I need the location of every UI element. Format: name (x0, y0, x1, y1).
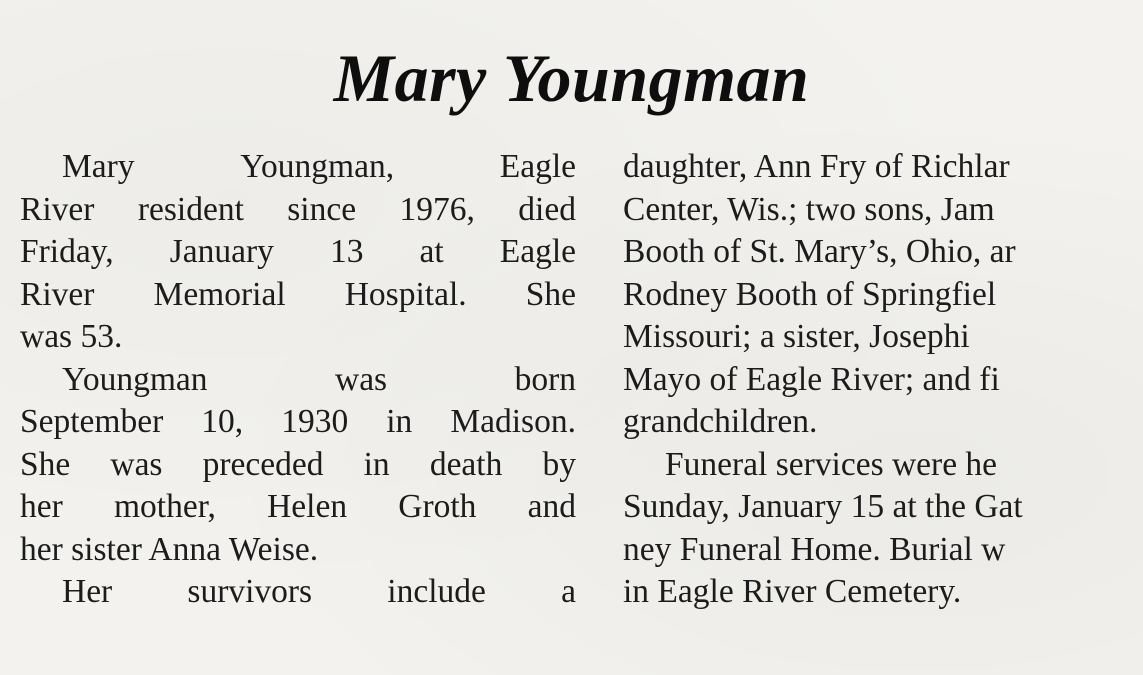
text-word: River (20, 190, 95, 228)
text-word: mother, (113, 488, 216, 525)
text-word: death (429, 445, 503, 483)
text-line (20, 401, 576, 444)
text-word: Madison. (450, 403, 576, 440)
text-word: was (110, 445, 163, 483)
text-line: Missouri; a sister, Josephi (623, 318, 970, 355)
text-word: was (335, 360, 388, 398)
text-line (20, 274, 576, 317)
text-word: and (527, 488, 576, 525)
text-word: Groth (398, 488, 477, 525)
text-word: Her (62, 573, 113, 610)
text-line (20, 359, 576, 402)
text-word: died (518, 190, 576, 228)
text-word: by (542, 445, 576, 483)
text-word: include (387, 573, 486, 610)
text-word: Youngman, (240, 148, 395, 185)
text-word: 1930 (281, 403, 349, 440)
text-word: River (20, 275, 95, 313)
text-word: resident (137, 190, 244, 228)
text-word: 13 (329, 233, 364, 270)
text-word: a (561, 573, 576, 610)
text-line (20, 444, 576, 487)
text-line (20, 146, 576, 189)
text-line: daughter, Ann Fry of Richlar (623, 148, 1010, 185)
obituary-right-column (623, 146, 1143, 614)
text-word: preceded (202, 445, 324, 483)
text-word: at (419, 233, 444, 270)
text-line (20, 529, 576, 572)
text-word: Memorial (153, 275, 286, 313)
text-line: Center, Wis.; two sons, Jam (623, 190, 995, 228)
text-line: Rodney Booth of Springfiel (623, 275, 997, 313)
text-word: since (287, 190, 357, 228)
text-line: Sunday, January 15 at the Gat (623, 488, 1023, 525)
text-line (20, 571, 576, 614)
text-line: Mayo of Eagle River; and fi (623, 360, 1000, 398)
text-word: 10, (201, 403, 244, 440)
text-word: Mary (62, 148, 135, 185)
text-word: 1976, (399, 190, 475, 228)
text-word: her sister Anna Weise. (20, 530, 319, 568)
text-word: Youngman (62, 360, 208, 398)
text-line: in Eagle River Cemetery. (623, 573, 962, 610)
text-word: her (20, 488, 63, 525)
text-word: Helen (267, 488, 348, 525)
text-word: January (169, 233, 274, 270)
text-line: grandchildren. (623, 403, 818, 440)
text-word: She (20, 445, 71, 483)
text-word: Friday, (20, 233, 114, 270)
text-word: September (20, 403, 164, 440)
text-line (20, 231, 576, 274)
text-word: Eagle (499, 148, 576, 185)
text-line (20, 486, 576, 529)
text-line: ney Funeral Home. Burial w (623, 530, 1006, 568)
text-word: Eagle (499, 233, 576, 270)
text-word: in (363, 445, 390, 483)
text-word: She (525, 275, 576, 313)
obituary-headline: Mary Youngman (333, 40, 810, 116)
text-line: Booth of St. Mary’s, Ohio, ar (623, 233, 1016, 270)
text-line (20, 316, 576, 359)
text-word: born (514, 360, 576, 398)
obituary-left-column (20, 146, 576, 614)
text-word: Hospital. (344, 275, 467, 313)
text-word: was 53. (20, 318, 123, 355)
text-word: survivors (187, 573, 313, 610)
text-line: Funeral services were he (665, 445, 998, 483)
text-word: in (386, 403, 413, 440)
text-line (20, 189, 576, 232)
